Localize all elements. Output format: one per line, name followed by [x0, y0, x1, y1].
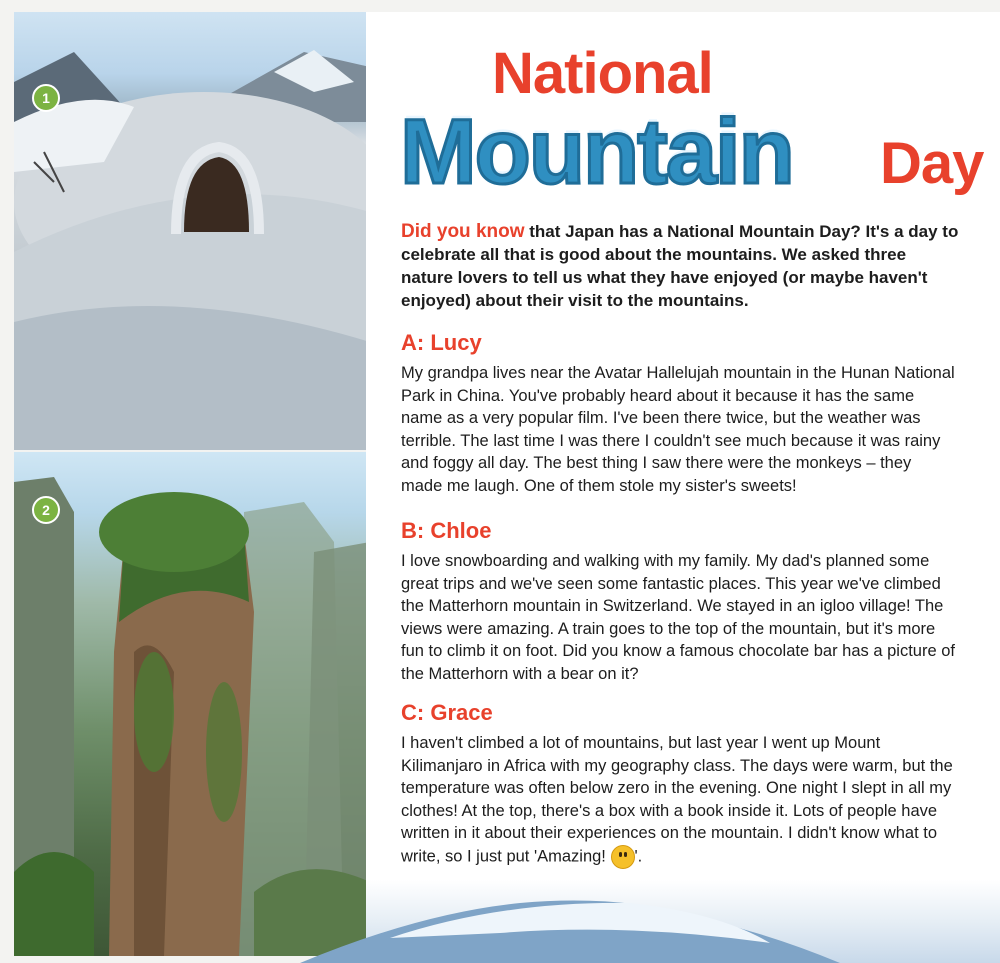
intro-lead: Did you know [401, 221, 525, 242]
title-mountain: Mountain [400, 101, 793, 203]
igloo-photo [14, 12, 370, 450]
snowy-mountain-illustration [300, 893, 840, 963]
section-text-grace-tail: '. [634, 846, 643, 865]
intro-text: that Japan has a National Mountain Day? It's a day to celebrate all that is good about the mountains. We asked three nature lovers to tell us what they have enjoyed (or maybe haven't enjoyed) about their visit to the mountains. [401, 222, 959, 310]
igloo-illustration [14, 12, 370, 450]
pillar-mountain-illustration [14, 452, 370, 956]
photo-number-badge: 2 [32, 496, 60, 524]
title-national: National [492, 41, 713, 106]
section-heading-chloe: B: Chloe [401, 518, 492, 543]
title-day: Day [880, 131, 984, 196]
intro-paragraph [401, 220, 961, 312]
section-heading-lucy: A: Lucy [401, 330, 482, 355]
avatar-mountain-photo [14, 452, 370, 956]
photo-number-badge: 1 [32, 84, 60, 112]
section-text-lucy: My grandpa lives near the Avatar Hallelujah mountain in the Hunan National Park in China. You've probably heard about it because it has the same name as a very popular film. I've been there twice, but the weather was terrible. The last time I was there I couldn't see much because it was rainy and foggy all day. The best thing I saw there were the monkeys – they made me laugh. One of them stole my sister's sweets! [401, 364, 955, 495]
section-text-grace [401, 732, 956, 869]
section-text-grace-body: I haven't climbed a lot of mountains, but last year I went up Mount Kilimanjaro in Africa with my geography class. The days were warm, but the temperature was often below zero in the evening. One night I slept in all my clothes! At the top, there's a box with a book inside it. Lots of people have written in it about their experiences on the mountain. I didn't know what to write, so I just put 'Amazing! [401, 734, 953, 865]
smiley-icon [611, 845, 635, 869]
section-heading-grace: C: Grace [401, 700, 493, 725]
section-text-chloe: I love snowboarding and walking with my family. My dad's planned some great trips and we've seen some fantastic places. This year we've climbed the Matterhorn mountain in Switzerland. We stayed in an igloo village! The views were amazing. A train goes to the top of the mountain, but it's more fun to climb it on foot. Did you know a famous chocolate bar has a picture of the Matterhorn with a bear on it? [401, 552, 955, 683]
